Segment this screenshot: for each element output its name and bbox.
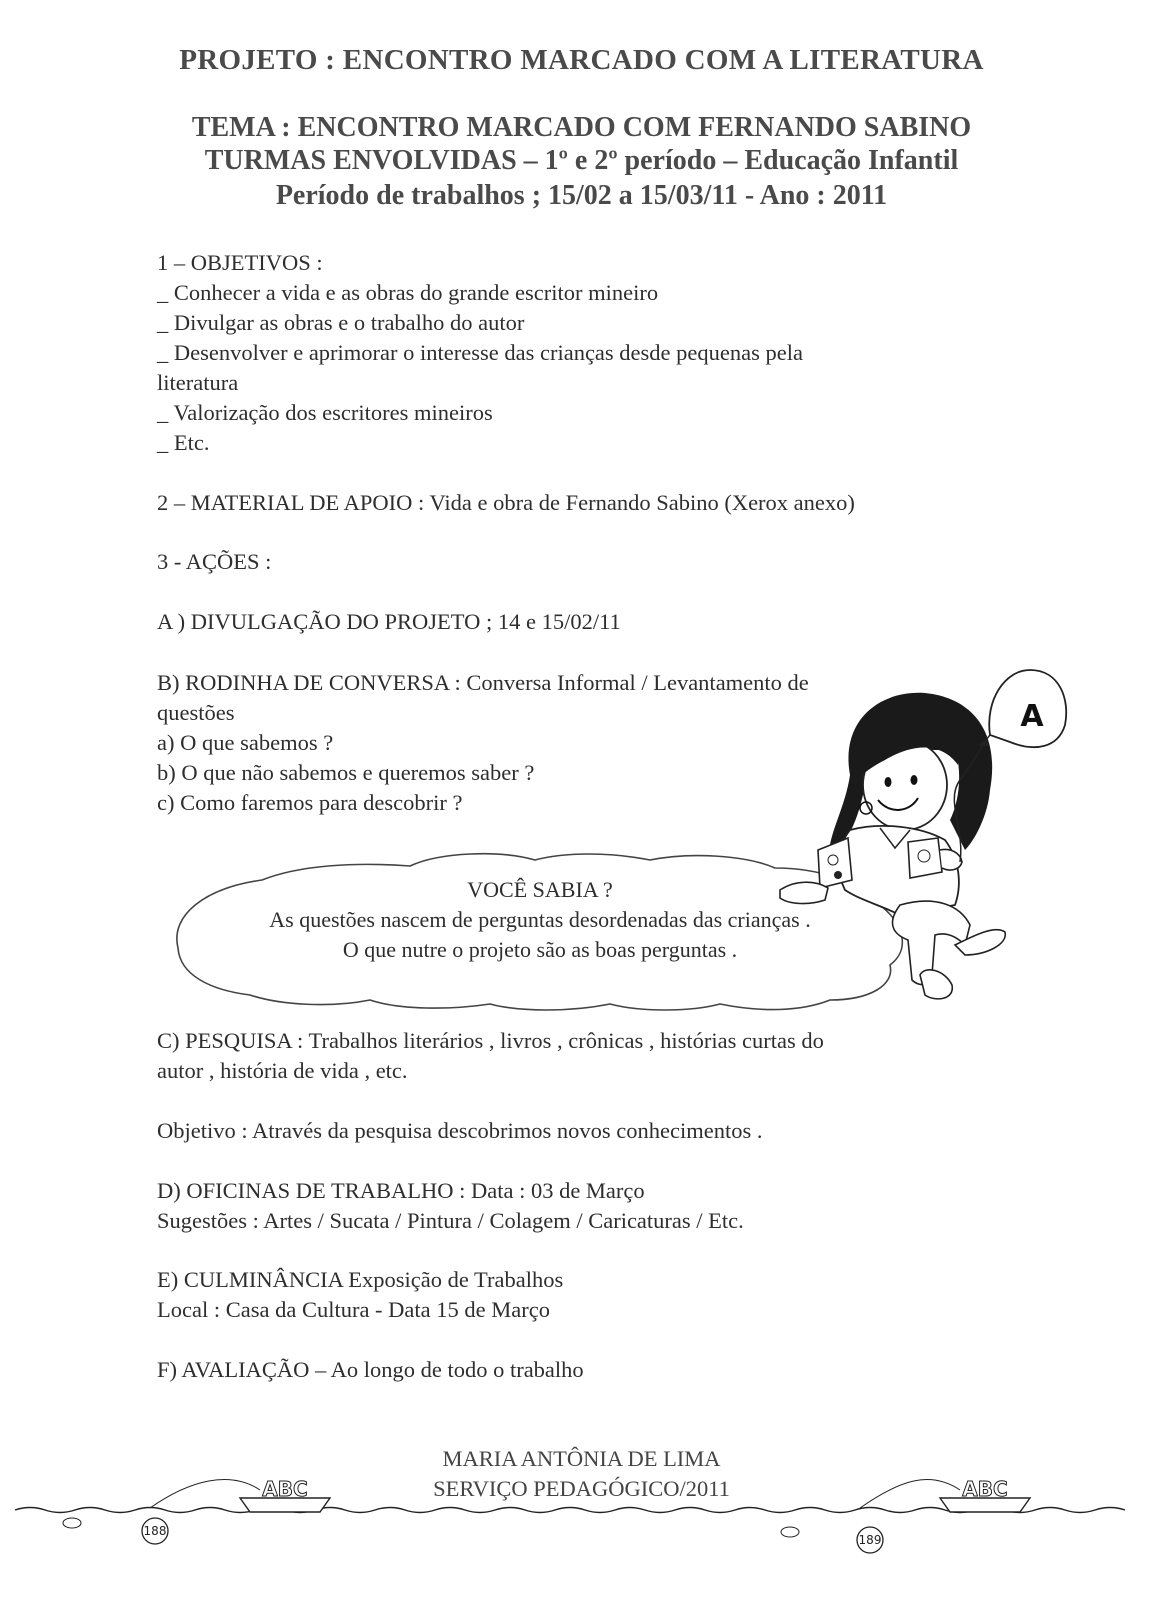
action-e-line1: E) CULMINÂNCIA Exposição de Trabalhos — [157, 1267, 564, 1292]
objective-item: _ Conhecer a vida e as obras do grande escritor mineiro — [157, 280, 659, 305]
girl-eye-left — [885, 777, 892, 787]
did-you-know-line2: O que nutre o projeto são as boas perguntas . — [342, 937, 738, 962]
signature-role: SERVIÇO PEDAGÓGICO/2011 — [433, 1476, 730, 1501]
action-c — [157, 1026, 1057, 1086]
girl-arm — [940, 850, 962, 871]
action-c-objective — [157, 1116, 1057, 1146]
signature-name: MARIA ANTÔNIA DE LIMA — [442, 1446, 721, 1471]
objective-item: _ Desenvolver e aprimorar o interesse das crianças desde pequenas pela — [157, 340, 803, 365]
did-you-know-title: VOCÊ SABIA ? — [467, 877, 613, 902]
signature-block — [0, 1444, 1163, 1504]
question-item: b) O que não sabemos e queremos saber ? — [157, 760, 535, 785]
page-number-right: 189 — [858, 1533, 882, 1547]
classes-title: TURMAS ENVOLVIDAS – 1º e 2º período – Educação Infantil — [204, 145, 959, 176]
action-e-line2: Local : Casa da Cultura - Data 15 de Março — [157, 1297, 550, 1322]
girl-sleeve-right — [908, 838, 942, 878]
action-e — [157, 1265, 1057, 1325]
action-c-line2: autor , história de vida , etc. — [157, 1058, 408, 1083]
balloon-letter: A — [1020, 699, 1044, 734]
action-d — [157, 1176, 1057, 1236]
girl-eye-right — [911, 775, 918, 785]
material-line: 2 – MATERIAL DE APOIO : Vida e obra de Fernando Sabino (Xerox anexo) — [157, 490, 855, 515]
action-b-line2: questões — [157, 700, 235, 725]
fish-icon — [63, 1518, 81, 1528]
project-title: PROJETO : ENCONTRO MARCADO COM A LITERATURA — [179, 44, 984, 76]
fish-icon — [781, 1527, 799, 1537]
action-b-line1: B) RODINHA DE CONVERSA : Conversa Informal / Levantamento de — [157, 670, 809, 695]
objective-item: _ Divulgar as obras e o trabalho do autor — [157, 310, 525, 335]
objective-item: _ Valorização dos escritores mineiros — [157, 400, 493, 425]
did-you-know-box — [180, 875, 900, 965]
actions-heading: 3 - AÇÕES : — [157, 549, 272, 574]
objectives-heading: 1 – OBJETIVOS : — [157, 250, 323, 275]
objective-item: literatura — [157, 370, 239, 395]
action-a-text: A ) DIVULGAÇÃO DO PROJETO ; 14 e 15/02/11 — [157, 609, 621, 634]
boat-right-text: ABC — [962, 1477, 1008, 1501]
did-you-know-line1: As questões nascem de perguntas desordenadas das crianças . — [269, 907, 811, 932]
action-c-line1: C) PESQUISA : Trabalhos literários , livros , crônicas , histórias curtas do — [157, 1028, 824, 1053]
action-f-text: F) AVALIAÇÃO – Ao longo de todo o trabalho — [157, 1357, 584, 1382]
action-f — [157, 1355, 1057, 1385]
action-d-line2: Sugestões : Artes / Sucata / Pintura / Colagem / Caricaturas / Etc. — [157, 1208, 744, 1233]
action-d-line1: D) OFICINAS DE TRABALHO : Data : 03 de Março — [157, 1178, 645, 1203]
theme-title: TEMA : ENCONTRO MARCADO COM FERNANDO SABINO — [191, 112, 972, 143]
objective-item: _ Etc. — [157, 430, 210, 455]
question-item: c) Como faremos para descobrir ? — [157, 790, 463, 815]
boat-left-text: ABC — [262, 1477, 308, 1501]
action-c-objective-text: Objetivo : Através da pesquisa descobrimos novos conhecimentos . — [157, 1118, 763, 1143]
period-title: Período de trabalhos ; 15/02 a 15/03/11 - Ano : 2011 — [275, 180, 888, 211]
girl-shoe-left — [920, 970, 952, 999]
question-item: a) O que sabemos ? — [157, 730, 334, 755]
page-number-left: 188 — [143, 1524, 167, 1538]
